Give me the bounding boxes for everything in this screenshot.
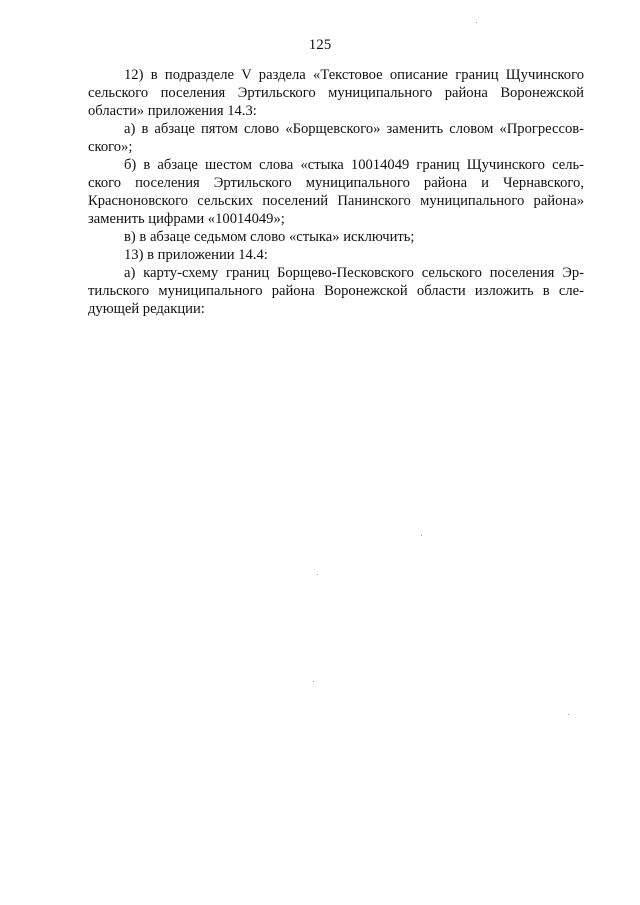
paragraph-subitem-v [88, 228, 584, 246]
text-line: дующей редакции: [88, 301, 205, 317]
text-line: 13) в приложении 14.4: [124, 247, 268, 263]
text-line: тильского муниципального района Воронежской области изложить в сле- [88, 283, 584, 299]
text-line: ского»; [88, 139, 133, 155]
document-body [88, 66, 584, 318]
text-line: а) карту-схему границ Борщево-Песковского сельского поселения Эр- [124, 265, 584, 281]
scan-speck [313, 681, 314, 682]
paragraph-item-12 [88, 66, 584, 120]
text-line: сельского поселения Эртильского муниципального района Воронежской [88, 85, 584, 101]
scan-speck [568, 714, 569, 715]
paragraph-item-13 [88, 246, 584, 264]
text-line: б) в абзаце шестом слова «стыка 10014049 границ Щучинского сель- [124, 157, 584, 173]
text-line: заменить цифрами «10014049»; [88, 211, 285, 227]
text-line: 12) в подразделе V раздела «Текстовое описание границ Щучинского [124, 67, 584, 83]
text-line: в) в абзаце седьмом слово «стыка» исключить; [124, 229, 415, 245]
paragraph-subitem-a [88, 120, 584, 156]
scan-speck [317, 574, 318, 575]
paragraph-subitem-b [88, 156, 584, 228]
text-line: области» приложения 14.3: [88, 103, 257, 119]
paragraph-subitem-a-2 [88, 264, 584, 318]
scan-speck [421, 535, 422, 536]
page-number: 125 [308, 37, 332, 53]
text-line: Красноновского сельских поселений Панинского муниципального района» [88, 193, 584, 209]
scan-speck [476, 22, 477, 23]
text-line: ского поселения Эртильского муниципального района и Чернавского, [88, 175, 584, 191]
text-line: а) в абзаце пятом слово «Борщевского» заменить словом «Прогрессов- [124, 121, 584, 137]
